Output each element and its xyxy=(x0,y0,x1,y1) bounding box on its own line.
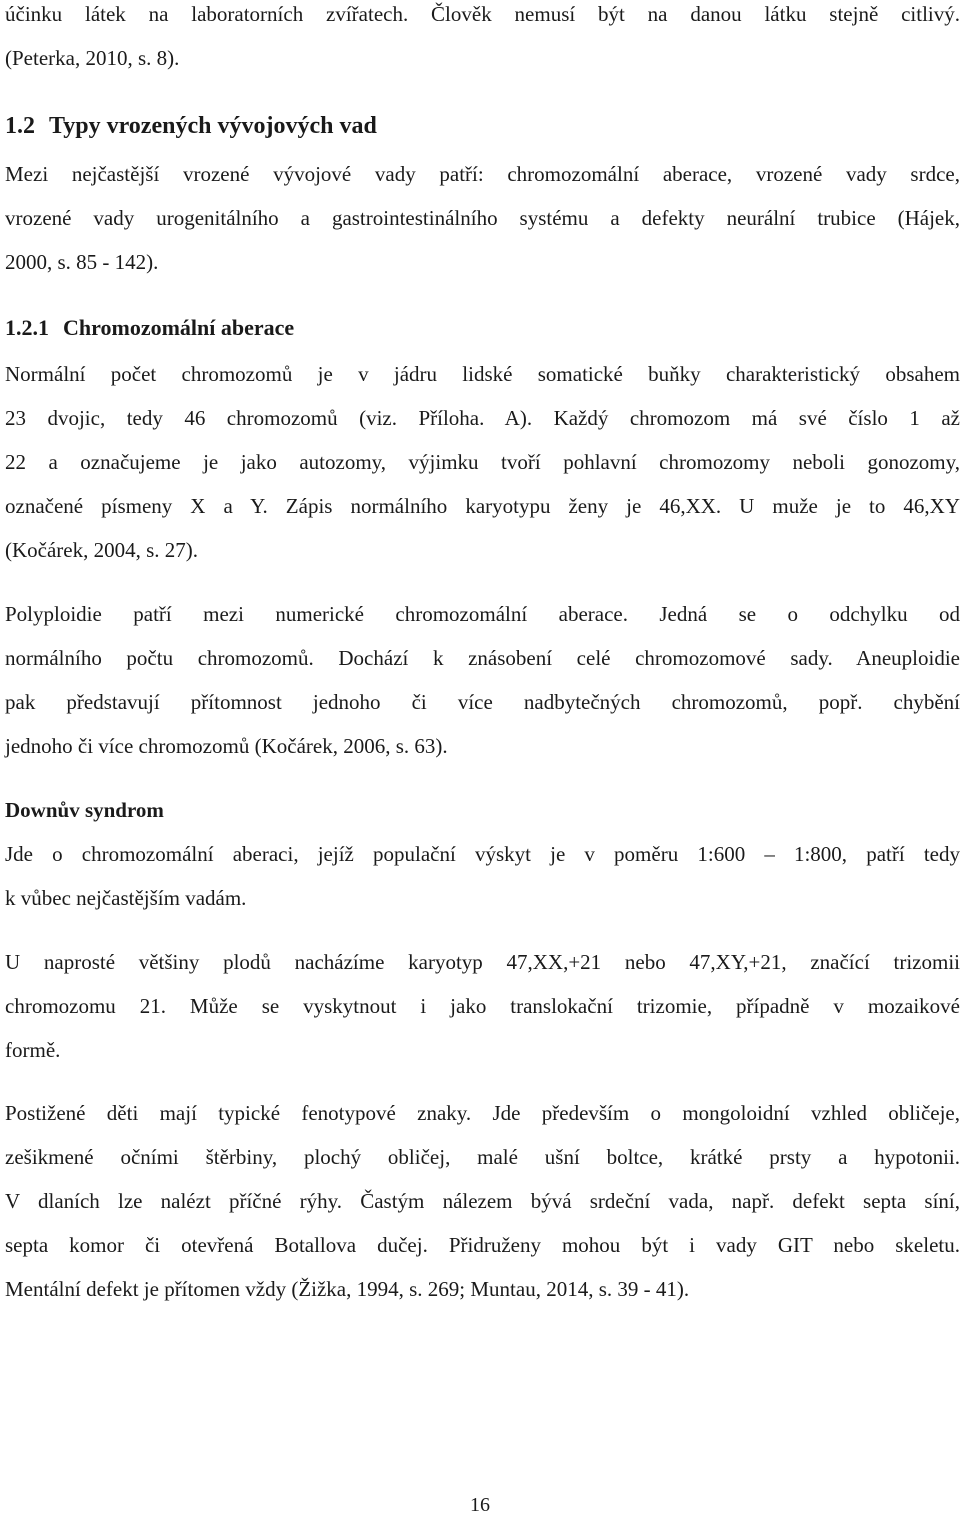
downs-paragraph-2 xyxy=(5,940,960,1072)
downs-paragraph-3 xyxy=(5,1091,960,1311)
intro-paragraph xyxy=(5,0,960,80)
chromosome-paragraph-2 xyxy=(5,592,960,768)
section-number: 1.2.1 xyxy=(5,315,49,340)
section-title: Chromozomální aberace xyxy=(63,315,295,340)
text-line: U naprosté většiny plodů nacházíme karyotyp 47,XX,+21 nebo 47,XY,+21, značící trizomii xyxy=(5,950,960,974)
section-number: 1.2 xyxy=(5,113,35,139)
text-line: formě. xyxy=(5,1038,61,1062)
text-line: účinku látek na laboratorních zvířatech. Člověk nemusí být na danou látku stejně citlivý. xyxy=(5,2,960,26)
text-line: 22 a označujeme je jako autozomy, výjimku tvoří pohlavní chromozomy neboli gonozomy, xyxy=(5,450,960,474)
text-line: Mezi nejčastější vrozené vývojové vady patří: chromozomální aberace, vrozené vady srdce, xyxy=(5,162,960,186)
text-line: Normální počet chromozomů je v jádru lidské somatické buňky charakteristický obsahem xyxy=(5,362,960,386)
text-line: normálního počtu chromozomů. Dochází k znásobení celé chromozomové sady. Aneuploidie xyxy=(5,646,960,670)
downs-paragraph-1 xyxy=(5,832,960,920)
text-line: (Peterka, 2010, s. 8). xyxy=(5,46,180,70)
section-heading-1-2-1 xyxy=(5,306,960,350)
text-line: Polyploidie patří mezi numerické chromozomální aberace. Jedná se o odchylku od xyxy=(5,602,960,626)
text-line: Mentální defekt je přítomen vždy (Žižka, 1994, s. 269; Muntau, 2014, s. 39 - 41). xyxy=(5,1277,690,1301)
section-title: Typy vrozených vývojových vad xyxy=(49,113,377,139)
text-line: septa komor či otevřená Botallova dučej. Přidruženy mohou být i vady GIT nebo skeletu. xyxy=(5,1233,960,1257)
chromosome-paragraph-1 xyxy=(5,352,960,572)
text-line: 2000, s. 85 - 142). xyxy=(5,250,159,274)
downs-syndrome-heading: Downův syndrom xyxy=(5,798,164,822)
text-line: 23 dvojic, tedy 46 chromozomů (viz. Příloha. A). Každý chromozom má své číslo 1 až xyxy=(5,406,960,430)
page-number: 16 xyxy=(470,1494,490,1516)
text-line: k vůbec nejčastějším vadám. xyxy=(5,886,247,910)
text-line: jednoho či více chromozomů (Kočárek, 2006, s. 63). xyxy=(5,734,448,758)
text-line: (Kočárek, 2004, s. 27). xyxy=(5,538,199,562)
section-1-2-paragraph xyxy=(5,152,960,284)
text-line: V dlaních lze nalézt příčné rýhy. Častým nálezem bývá srdeční vada, např. defekt septa síní, xyxy=(5,1189,960,1213)
text-line: vrozené vady urogenitálního a gastrointestinálního systému a defekty neurální trubice (Hájek, xyxy=(5,206,960,230)
text-line: Jde o chromozomální aberaci, jejíž populační výskyt je v poměru 1:600 – 1:800, patří tedy xyxy=(5,842,960,866)
text-line: označené písmeny X a Y. Zápis normálního karyotypu ženy je 46,XX. U muže je to 46,XY xyxy=(5,494,960,518)
text-line: zešikmené očními štěrbiny, plochý obličej, malé ušní boltce, krátké prsty a hypotonii. xyxy=(5,1145,960,1169)
text-line: pak představují přítomnost jednoho či více nadbytečných chromozomů, popř. chybění xyxy=(5,690,960,714)
section-heading-1-2 xyxy=(5,104,960,148)
text-line: Postižené děti mají typické fenotypové znaky. Jde především o mongoloidní vzhled obličeje, xyxy=(5,1101,960,1125)
text-line: chromozomu 21. Může se vyskytnout i jako translokační trizomie, případně v mozaikové xyxy=(5,994,960,1018)
